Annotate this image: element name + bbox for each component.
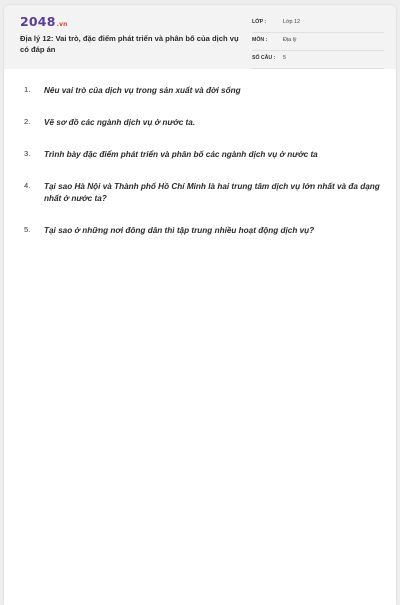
document-title: Địa lý 12: Vai trò, đặc điểm phát triển và phân bố của dịch vụ có đáp án (20, 34, 239, 54)
question-item (24, 149, 386, 161)
question-item (24, 85, 386, 97)
question-text: Tại sao Hà Nội và Thành phố Hồ Chí Minh là hai trung tâm dịch vụ lớn nhất và đa dạng nhất ở nước ta? (44, 182, 380, 203)
meta-label: MÔN : (252, 37, 268, 43)
meta-value: Địa lý (283, 37, 297, 43)
worksheet-page (4, 5, 396, 605)
question-text: Nêu vai trò của dịch vụ trong sản xuất và đời sống (44, 86, 241, 95)
question-item (24, 181, 386, 205)
question-item (24, 117, 386, 129)
meta-label: LỚP : (252, 19, 267, 25)
question-number: 3. (24, 149, 31, 158)
question-text: Vẽ sơ đồ các ngành dịch vụ ở nước ta. (44, 118, 196, 127)
meta-label: SỐ CÂU : (252, 55, 276, 61)
site-logo[interactable] (20, 15, 68, 32)
question-number: 5. (24, 225, 31, 234)
meta-value: Lớp 12 (283, 19, 301, 25)
question-number: 1. (24, 85, 31, 94)
question-text: Trình bày đặc điểm phát triển và phân bố các ngành dịch vụ ở nước ta (44, 150, 318, 159)
logo-main-text: 2048 (20, 14, 56, 29)
logo-suffix-text: .vn (56, 21, 68, 28)
meta-row-class (252, 15, 384, 33)
question-item (24, 225, 386, 237)
question-text: Tại sao ở những nơi đông dân thì tập trung nhiều hoạt động dịch vụ? (44, 226, 315, 235)
question-number: 4. (24, 181, 31, 190)
worksheet-header (4, 5, 396, 69)
question-number: 2. (24, 117, 31, 126)
meta-row-question-count (252, 51, 384, 69)
meta-info (252, 15, 384, 69)
meta-value: 5 (283, 55, 286, 61)
question-list (24, 85, 386, 257)
meta-row-subject (252, 33, 384, 51)
